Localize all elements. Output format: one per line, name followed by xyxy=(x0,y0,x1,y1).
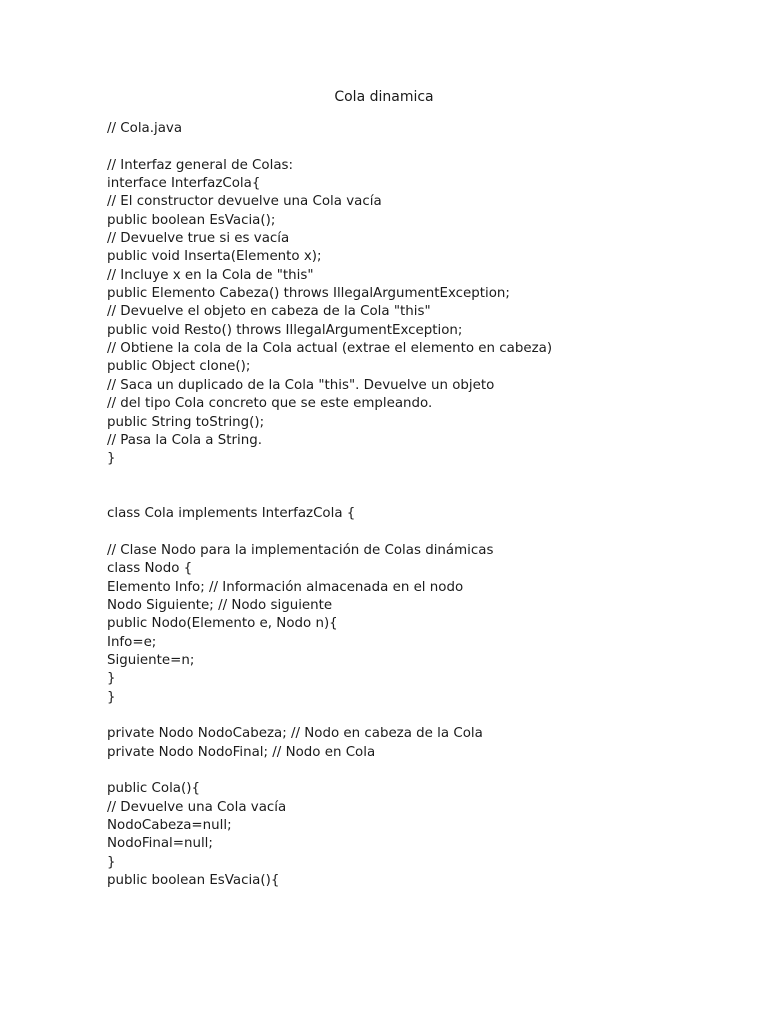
code-line: class Cola implements InterfazCola { xyxy=(107,506,356,522)
code-line: } xyxy=(107,689,116,705)
code-line: public boolean EsVacia(){ xyxy=(107,873,280,889)
code-line: public boolean EsVacia(); xyxy=(107,212,276,228)
code-line: NodoFinal=null; xyxy=(107,836,213,852)
code-line: private Nodo NodoFinal; // Nodo en Cola xyxy=(107,744,376,760)
blank-line xyxy=(107,762,747,780)
code-line: public Nodo(Elemento e, Nodo n){ xyxy=(107,616,338,632)
code-line: // Obtiene la cola de la Cola actual (extrae el elemento en cabeza) xyxy=(107,341,553,357)
code-line: Siguiente=n; xyxy=(107,652,195,668)
code-line: // Devuelve true si es vacía xyxy=(107,231,290,247)
code-line: Info=e; xyxy=(107,634,157,650)
blank-line xyxy=(107,487,747,505)
code-line: // Pasa la Cola a String. xyxy=(107,432,262,448)
code-line: // Cola.java xyxy=(107,121,183,136)
blank-line xyxy=(107,138,747,156)
code-line: // Clase Nodo para la implementación de Colas dinámicas xyxy=(107,542,494,558)
code-line: // Devuelve una Cola vacía xyxy=(107,799,287,815)
code-line: } xyxy=(107,671,116,687)
code-line: public String toString(); xyxy=(107,414,265,430)
code-line: // Saca un duplicado de la Cola "this". Devuelve un objeto xyxy=(107,377,495,393)
document-title: Cola dinamica xyxy=(334,89,434,105)
code-line: // El constructor devuelve una Cola vacía xyxy=(107,194,382,210)
code-line: // del tipo Cola concreto que se este empleando. xyxy=(107,396,433,412)
code-line: class Nodo { xyxy=(107,561,193,577)
code-line: public Object clone(); xyxy=(107,359,251,375)
code-line: public Elemento Cabeza() throws IllegalArgumentException; xyxy=(107,286,510,302)
blank-line xyxy=(107,707,747,725)
code-line: NodoCabeza=null; xyxy=(107,818,232,834)
code-line: // Devuelve el objeto en cabeza de la Cola "this" xyxy=(107,304,431,320)
code-line: public void Resto() throws IllegalArgumentException; xyxy=(107,322,463,338)
code-line: Nodo Siguiente; // Nodo siguiente xyxy=(107,597,333,613)
code-line: Elemento Info; // Información almacenada en el nodo xyxy=(107,579,464,595)
code-line: public void Inserta(Elemento x); xyxy=(107,249,322,265)
blank-line xyxy=(107,524,747,542)
document-body xyxy=(107,120,747,890)
code-line: private Nodo NodoCabeza; // Nodo en cabeza de la Cola xyxy=(107,726,483,742)
blank-line xyxy=(107,469,747,487)
code-line: public Cola(){ xyxy=(107,781,200,797)
code-line: } xyxy=(107,451,116,467)
code-line: // Interfaz general de Colas: xyxy=(107,157,294,173)
code-line: } xyxy=(107,854,116,870)
code-line: // Incluye x en la Cola de "this" xyxy=(107,267,314,283)
code-line: interface InterfazCola{ xyxy=(107,176,261,192)
